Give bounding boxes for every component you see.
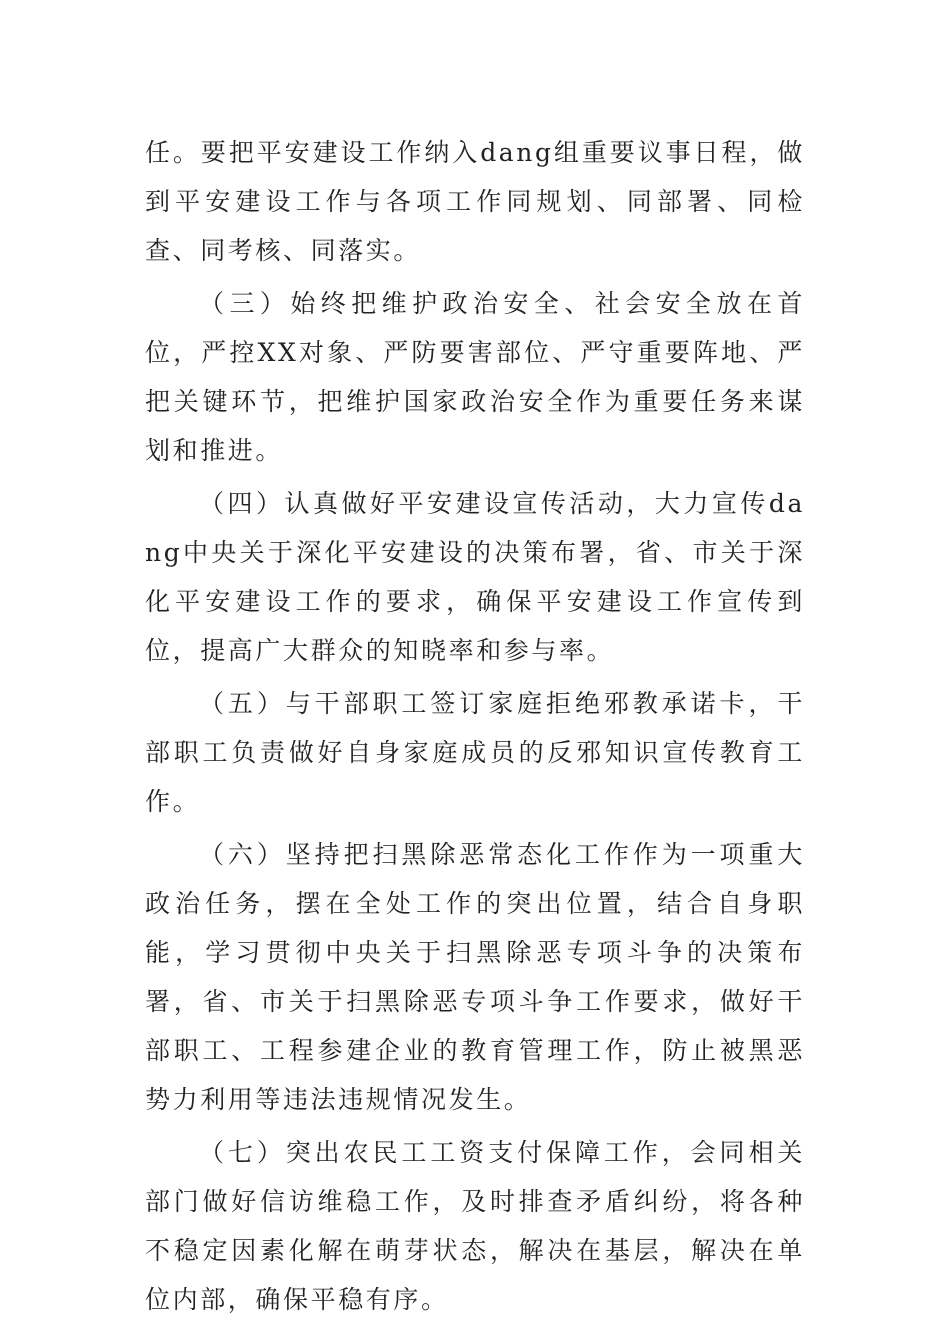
- document-body: [145, 128, 805, 1324]
- paragraph-continuation: 任。要把平安建设工作纳入dang组重要议事日程，做到平安建设工作与各项工作同规划、同部署、同检查、同考核、同落实。: [145, 138, 805, 265]
- paragraph-item-4: （四）认真做好平安建设宣传活动，大力宣传dang中央关于深化平安建设的决策布署，省、市关于深化平安建设工作的要求，确保平安建设工作宣传到位，提高广大群众的知晓率和参与率。: [145, 489, 805, 665]
- paragraph-item-5: （五）与干部职工签订家庭拒绝邪教承诺卡，干部职工负责做好自身家庭成员的反邪知识宣传教育工作。: [145, 689, 805, 816]
- paragraph-item-6: （六）坚持把扫黑除恶常态化工作作为一项重大政治任务，摆在全处工作的突出位置，结合自身职能，学习贯彻中央关于扫黑除恶专项斗争的决策布署，省、市关于扫黑除恶专项斗争工作要求，做好干部职工、工程参建企业的教育管理工作，防止被黑恶势力利用等违法违规情况发生。: [145, 840, 805, 1114]
- paragraph-item-3: （三）始终把维护政治安全、社会安全放在首位，严控XX对象、严防要害部位、严守重要阵地、严把关键环节，把维护国家政治安全作为重要任务来谋划和推进。: [145, 289, 805, 465]
- paragraph-item-7: （七）突出农民工工资支付保障工作，会同相关部门做好信访维稳工作，及时排查矛盾纠纷，将各种不稳定因素化解在萌芽状态，解决在基层，解决在单位内部，确保平稳有序。: [145, 1138, 805, 1314]
